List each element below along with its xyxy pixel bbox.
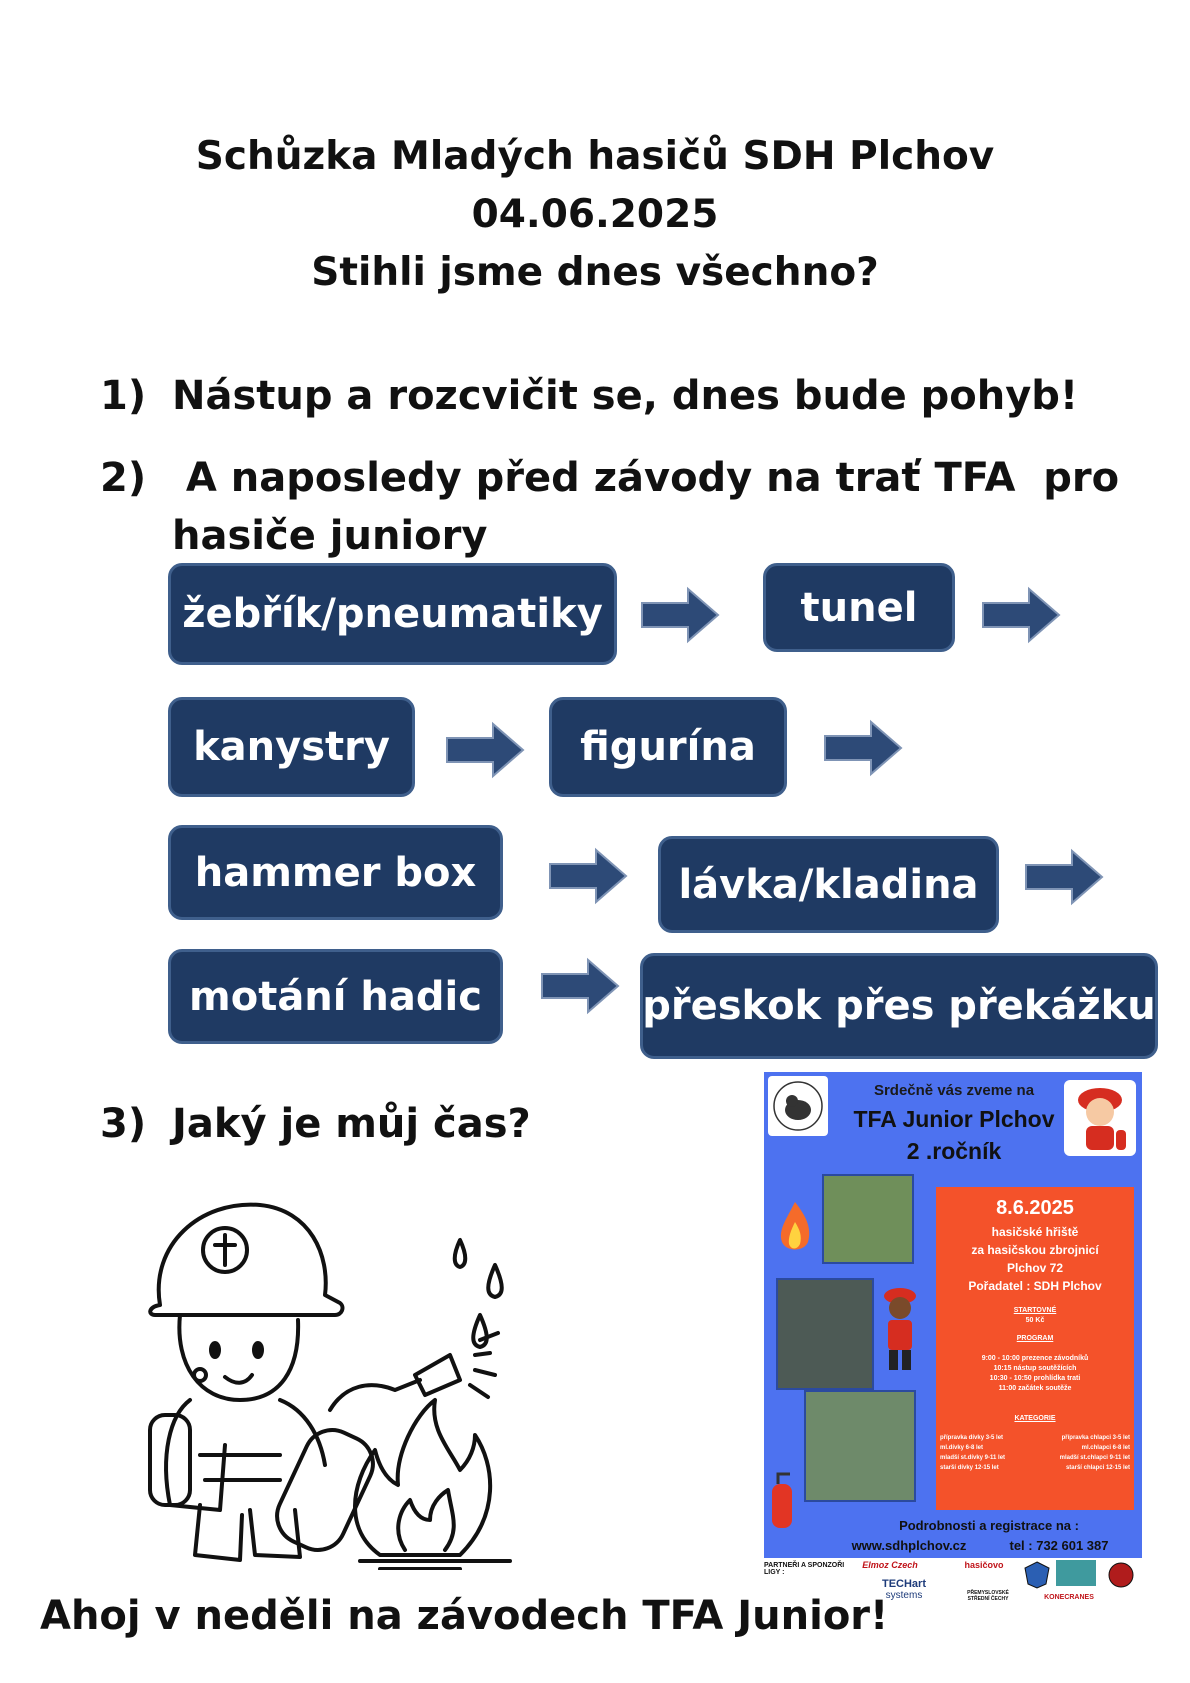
partner-elmoz: Elmoz Czech <box>862 1560 918 1570</box>
extinguisher-icon <box>766 1468 798 1532</box>
photo-children-teddy <box>822 1174 914 1264</box>
partner-premyslovske: PŘEMYSLOVSKÉ STŘEDNÍ ČECHY <box>967 1590 1009 1602</box>
poster-category-right-1: přípravka chlapci 3-5 let <box>1061 1435 1130 1441</box>
poster-category-right-2: ml.chlapci 6-8 let <box>1081 1445 1130 1451</box>
beaver-logo-icon <box>768 1076 828 1136</box>
station-hammer-box: hammer box <box>168 825 503 920</box>
item-text-continued: hasiče juniory <box>172 513 488 559</box>
poster-program-4: 11:00 začátek soutěže <box>998 1385 1072 1392</box>
poster-invite: Srdečně vás zveme na <box>873 1082 1035 1099</box>
poster-info-panel <box>936 1187 1134 1510</box>
station-tunnel: tunel <box>763 563 955 652</box>
item-number: 3) <box>100 1101 147 1147</box>
partner-badge-icon <box>1022 1560 1052 1590</box>
partner-konecranes: KONECRANES <box>1044 1594 1094 1601</box>
poster-event-title: TFA Junior Plchov <box>853 1106 1055 1132</box>
station-hose-rolling: motání hadic <box>168 949 503 1044</box>
poster-place-3: Plchov 72 <box>1006 1261 1064 1275</box>
arrow-right-icon <box>981 585 1061 645</box>
poster-place-1: hasičské hřiště <box>991 1225 1079 1239</box>
poster-category-left-4: starší dívky 12-15 let <box>940 1465 999 1471</box>
photo-child-hose <box>804 1390 916 1502</box>
list-item-1 <box>0 368 1190 424</box>
item-number: 2) <box>100 455 147 501</box>
club-logo <box>768 1076 828 1136</box>
firefighter-mascot-icon <box>1064 1080 1136 1156</box>
poster-fee-label: STARTOVNÉ <box>1013 1307 1057 1314</box>
item-text: Nástup a rozcvičit se, dnes bude pohyb! <box>172 373 1079 419</box>
photo-children-tyres <box>776 1278 874 1390</box>
poster-details: Podrobnosti a registrace na : <box>899 1518 1079 1533</box>
arrow-right-icon <box>540 956 620 1016</box>
partner-techart: TECHart <box>881 1578 926 1590</box>
item-text: A naposledy před závody na trať TFA pro <box>172 455 1120 501</box>
poster-place-2: za hasičskou zbrojnicí <box>971 1243 1099 1257</box>
station-ladder-tyres: žebřík/pneumatiky <box>168 563 617 665</box>
station-beam: lávka/kladina <box>658 836 999 933</box>
closing-message: Ahoj v neděli na závodech TFA Junior! <box>40 1593 889 1639</box>
partners-label: PARTNEŘI A SPONZOŘI LIGY : <box>764 1562 845 1576</box>
poster-category-left-3: mladší st.dívky 9-11 let <box>940 1455 1006 1461</box>
flame-icon <box>776 1200 814 1254</box>
poster-phone: tel : 732 601 387 <box>1009 1538 1109 1553</box>
list-item-2 <box>0 450 1190 562</box>
arrow-right-icon <box>640 585 720 645</box>
arrow-right-icon <box>548 846 628 906</box>
poster-program-label: PROGRAM <box>1016 1335 1054 1342</box>
poster-category-label: KATEGORIE <box>1014 1415 1056 1422</box>
event-poster <box>764 1072 1142 1610</box>
poster-web: www.sdhplchov.cz <box>851 1538 967 1553</box>
poster-category-right-3: mladší st.chlapci 9-11 let <box>1059 1455 1130 1461</box>
poster-program-2: 10:15 nástup soutěžících <box>993 1365 1077 1372</box>
poster-category-left-1: přípravka dívky 3-5 let <box>940 1435 1004 1441</box>
partner-hasicovo: hasičovo <box>964 1560 1004 1570</box>
partner-techart-systems: systems <box>885 1590 923 1601</box>
title-date: 04.06.2025 <box>471 192 719 237</box>
poster-edition: 2 .ročník <box>906 1138 1002 1164</box>
partner-teal-logo <box>1056 1560 1096 1586</box>
poster-fee: 50 Kč <box>1025 1317 1045 1324</box>
arrow-right-icon <box>823 718 903 778</box>
arrow-right-icon <box>445 720 525 780</box>
arrow-right-icon <box>1024 847 1104 907</box>
station-canisters: kanystry <box>168 697 415 797</box>
item-number: 1) <box>100 373 147 419</box>
list-item-3 <box>0 1096 700 1152</box>
firefighter-illustration <box>130 1185 550 1570</box>
title-question: Stihli jsme dnes všechno? <box>311 250 879 295</box>
cartoon-firefighter-icon <box>876 1282 924 1374</box>
poster-organizer: Pořadatel : SDH Plchov <box>968 1279 1102 1293</box>
poster-category-left-2: ml.dívky 6-8 let <box>940 1445 984 1451</box>
station-dummy: figurína <box>549 697 787 797</box>
poster-program-1: 9:00 - 10:00 prezence závodníků <box>981 1355 1089 1362</box>
station-hurdle-jump: přeskok přes překážku <box>640 953 1158 1059</box>
title-line-1: Schůzka Mladých hasičů SDH Plchov <box>195 134 995 179</box>
poster-program-3: 10:30 - 10:50 prohlídka trati <box>989 1375 1081 1382</box>
poster-category-right-4: starší chlapci 12-15 let <box>1065 1465 1130 1471</box>
item-text: Jaký je můj čas? <box>172 1101 531 1147</box>
poster-date: 8.6.2025 <box>996 1197 1074 1219</box>
partner-crest-icon <box>1106 1560 1136 1590</box>
page-title <box>0 128 1190 302</box>
